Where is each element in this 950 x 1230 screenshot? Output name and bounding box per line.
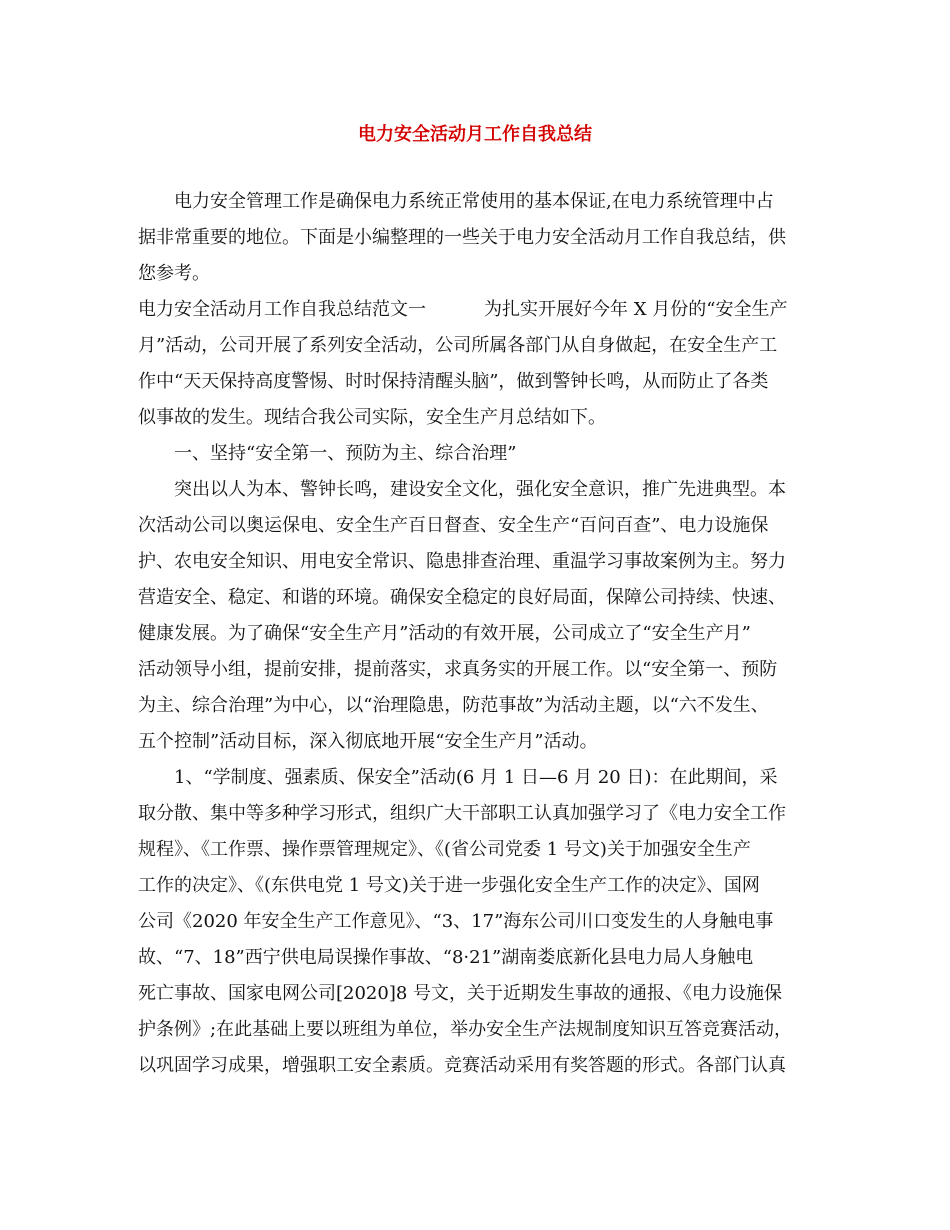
body-line [0, 904, 950, 940]
line-text: 活动领导小组，提前安排，提前落实，求真务实的开展工作。以“安全第一、预防 [138, 659, 778, 680]
body-line [0, 400, 950, 436]
line-text: 1、“学制度、强素质、保安全”活动(6 月 1 日—6 月 20 日)：在此期间，采 [174, 767, 778, 788]
line-text: 取分散、集中等多种学习形式，组织广大干部职工认真加强学习了《电力安全工作 [138, 803, 786, 824]
body-line [0, 616, 950, 652]
line-text: 营造安全、稳定、和谐的环境。确保安全稳定的良好局面，保障公司持续、快速、 [138, 587, 786, 608]
line-text: 突出以人为本、警钟长鸣，建设安全文化，强化安全意识，推广先进典型。本 [174, 479, 786, 500]
body-line [0, 472, 950, 508]
body-line [0, 1012, 950, 1048]
body-line [0, 976, 950, 1012]
body-line [0, 1048, 950, 1084]
body-line [0, 688, 950, 724]
body-line [0, 868, 950, 904]
line-text: 为主、综合治理”为中心，以“治理隐患，防范事故”为活动主题，以“六不发生、 [138, 695, 769, 716]
body-line [0, 580, 950, 616]
line-text: 以巩固学习成果，增强职工安全素质。竞赛活动采用有奖答题的形式。各部门认真 [138, 1055, 786, 1076]
line-text: 护、农电安全知识、用电安全常识、隐患排查治理、重温学习事故案例为主。努力 [138, 551, 786, 572]
line-text: 一、坚持“安全第一、预防为主、综合治理” [174, 443, 517, 464]
line-text: 似事故的发生。现结合我公司实际，安全生产月总结如下。 [138, 407, 606, 428]
body-line [0, 220, 950, 256]
document-title: 电力安全活动月工作自我总结 [358, 124, 592, 145]
line-text: 公司《2020 年安全生产工作意见》、“3、17”海东公司川口变发生的人身触电事 [138, 911, 774, 932]
line-text: 您参考。 [138, 263, 210, 284]
line-text: 次活动公司以奥运保电、安全生产百日督查、安全生产“百问百查”、电力设施保 [138, 515, 769, 536]
line-text: 五个控制”活动目标，深入彻底地开展“安全生产月”活动。 [138, 731, 598, 752]
body-line [0, 796, 950, 832]
section-heading: 电力安全活动月工作自我总结范文一 [138, 299, 426, 320]
body-line [0, 436, 950, 472]
body-line [0, 724, 950, 760]
line-text: 护条例》;在此基础上要以班组为单位，举办安全生产法规制度知识互答竞赛活动， [138, 1019, 793, 1040]
body-line [0, 832, 950, 868]
line-text: 工作的决定》、《(东供电党 1 号文)关于进一步强化安全生产工作的决定》、国网 [138, 875, 760, 896]
line-text: 死亡事故、国家电网公司[2020]8 号文，关于近期发生事故的通报、《电力设施保 [138, 983, 783, 1004]
body-line [0, 508, 950, 544]
body-line [0, 184, 950, 220]
body-line [0, 760, 950, 796]
body-line [0, 652, 950, 688]
line-text: 电力安全管理工作是确保电力系统正常使用的基本保证,在电力系统管理中占 [174, 191, 774, 212]
body-line [0, 364, 950, 400]
line-text: 作中“天天保持高度警惕、时时保持清醒头脑”，做到警钟长鸣，从而防止了各类 [138, 371, 769, 392]
line-text: 规程》、《工作票、操作票管理规定》、《(省公司党委 1 号文)关于加强安全生产 [138, 839, 751, 860]
line-text: 为扎实开展好今年 X 月份的“安全生产 [484, 299, 788, 320]
body-line [0, 328, 950, 364]
line-text: 月”活动，公司开展了系列安全活动，公司所属各部门从自身做起，在安全生产工 [138, 335, 778, 356]
body-line [0, 256, 950, 292]
line-text: 故、“7、18”西宁供电局误操作事故、“8·21”湖南娄底新化县电力局人身触电 [138, 947, 754, 968]
body-line [0, 292, 950, 328]
line-text: 据非常重要的地位。下面是小编整理的一些关于电力安全活动月工作自我总结，供 [138, 227, 786, 248]
body-line [0, 940, 950, 976]
body-line [0, 544, 950, 580]
line-text: 健康发展。为了确保“安全生产月”活动的有效开展，公司成立了“安全生产月” [138, 623, 751, 644]
